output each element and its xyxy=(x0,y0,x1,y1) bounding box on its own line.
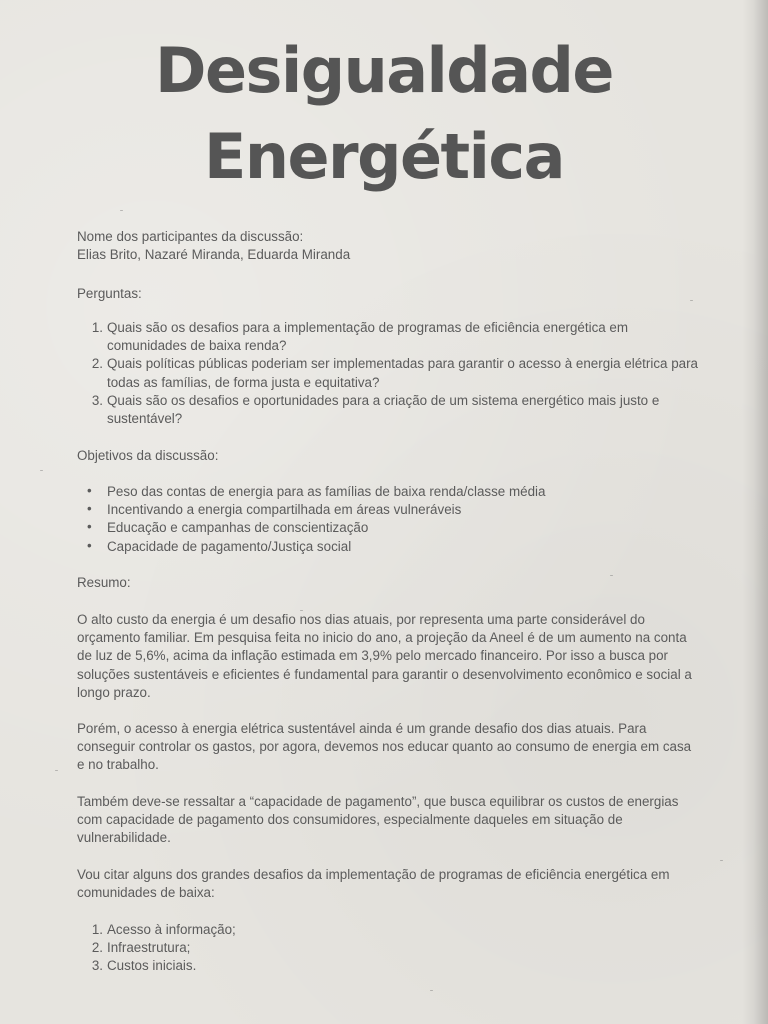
list-item xyxy=(77,519,702,537)
list-item xyxy=(77,319,702,355)
challenge-text: Custos iniciais. xyxy=(107,958,197,974)
paper-speck xyxy=(40,470,43,471)
bullet-icon: • xyxy=(87,519,92,535)
bullet-icon: • xyxy=(87,483,92,498)
list-number: 2. xyxy=(91,940,103,956)
list-item xyxy=(77,501,702,519)
list-item xyxy=(77,483,702,501)
list-number: 3. xyxy=(91,392,103,408)
summary-paragraph-4: Vou citar alguns dos grandes desafios da implementação de programas de eficiência energética em comunidades de baixa: xyxy=(77,867,670,901)
question-text: Quais políticas públicas poderiam ser implementadas para garantir o acesso à energia elétrica para todas as famílias, de forma justa e equitativa? xyxy=(107,356,698,390)
summary-heading: Resumo: xyxy=(77,575,131,590)
paper-speck xyxy=(720,860,723,861)
list-number: 3. xyxy=(91,958,103,974)
questions-list-container xyxy=(77,319,702,428)
question-text: Quais são os desafios para a implementação de programas de eficiência energética em comunidades de baixa renda? xyxy=(107,320,629,354)
objectives-list xyxy=(77,483,702,556)
challenge-text: Infraestrutura; xyxy=(107,940,191,956)
paper-speck xyxy=(55,770,58,771)
challenge-text: Acesso à informação; xyxy=(107,922,236,937)
questions-list xyxy=(77,319,702,428)
list-item xyxy=(77,538,702,556)
paper-speck xyxy=(430,990,433,991)
list-item xyxy=(77,957,702,975)
page-title-line-2: Energética xyxy=(203,120,565,193)
objective-text: Incentivando a energia compartilhada em áreas vulneráveis xyxy=(107,502,462,518)
summary-paragraph-2: Porém, o acesso à energia elétrica sustentável ainda é um grande desafio dos dias atuais. Para conseguir controlar os gastos, por agora, devemos nos educar quanto ao consumo de energia em casa e no trabalho. xyxy=(77,721,692,773)
list-item xyxy=(77,939,702,957)
paper-speck xyxy=(120,210,123,211)
participants-label: Nome dos participantes da discussão: xyxy=(77,229,304,244)
participants-names: Elias Brito, Nazaré Miranda, Eduarda Miranda xyxy=(77,247,351,263)
objective-text: Peso das contas de energia para as famílias de baixa renda/classe média xyxy=(107,484,546,499)
challenges-list-container xyxy=(77,921,702,976)
list-item xyxy=(77,921,702,939)
objectives-list-container xyxy=(77,483,702,556)
bullet-icon: • xyxy=(87,501,92,517)
list-number: 2. xyxy=(91,356,103,372)
objectives-heading: Objetivos da discussão: xyxy=(77,448,219,463)
objective-text: Capacidade de pagamento/Justiça social xyxy=(107,538,352,554)
summary-paragraph-1: O alto custo da energia é um desafio nos dias atuais, por representa uma parte considerável do orçamento familiar. Em pesquisa feita no inicio do ano, a projeção da Aneel é de um aumento na conta de luz de 5,6%, acima da inflação estimada em 3,9% pelo mercado financeiro. Por isso a busca por soluções sustentáveis e eficientes é fundamental para garantir o desenvolvimento econômico e social a longo prazo. xyxy=(77,612,692,700)
page-title-line-1: Desigualdade xyxy=(155,34,613,107)
summary-paragraph-3: Também deve-se ressaltar a “capacidade de pagamento”, que busca equilibrar os custos de energias com capacidade de pagamento dos consumidores, especialmente daqueles em situação de vulnerabilidade. xyxy=(77,794,679,846)
objective-text: Educação e campanhas de conscientização xyxy=(107,520,369,536)
questions-heading: Perguntas: xyxy=(77,286,142,301)
list-number: 1. xyxy=(91,922,103,937)
bullet-icon: • xyxy=(87,537,92,553)
list-item xyxy=(77,392,702,428)
challenges-list xyxy=(77,921,702,976)
question-text: Quais são os desafios e oportunidades para a criação de um sistema energético mais justo e sustentável? xyxy=(107,392,660,427)
list-number: 1. xyxy=(91,320,103,335)
list-item xyxy=(77,355,702,391)
participants-section xyxy=(77,228,702,264)
